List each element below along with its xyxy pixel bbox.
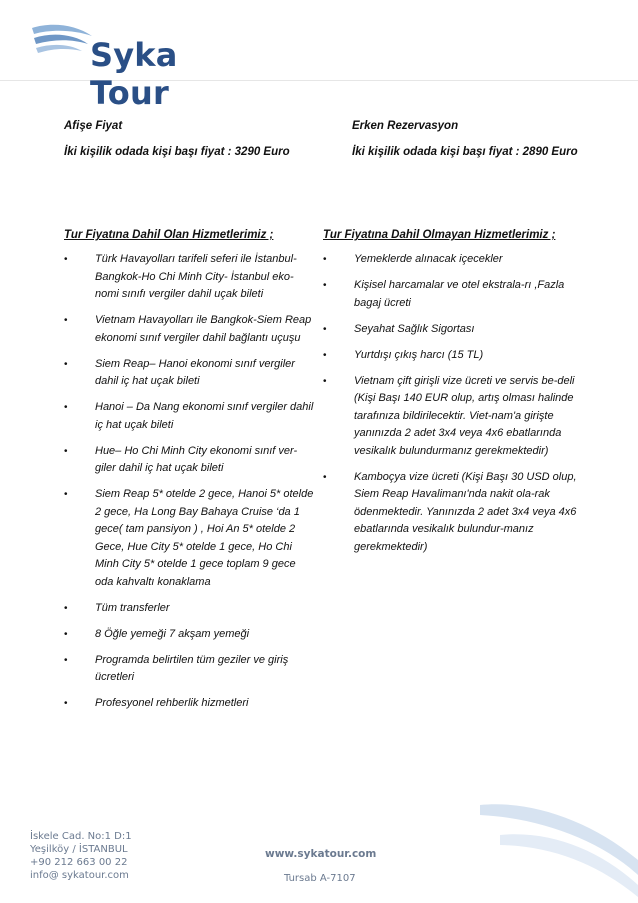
included-list xyxy=(64,251,316,721)
excluded-title: Tur Fiyatına Dahil Olmayan Hizmetlerimiz ; xyxy=(323,229,556,241)
bullet-icon: • xyxy=(323,349,327,361)
list-item-text: Vietnam çift girişli vize ücreti ve servis be-deli (Kişi Başı 140 EUR olup, artış olması halinde tarafınıza bildirilecektir. Viet-nam'a girişte yanınızda 2 adet 3x4 veya 4x6 ebatlarında vesikalık bulundurmanız gerekmektedir) xyxy=(354,374,575,457)
list-item-text: Kamboçya vize ücreti (Kişi Başı 30 USD olup, Siem Reap Havalimanı'nda nakit ola-rak ödenmektedir. Yanınızda 2 adet 3x4 veya 4x6 ebatlarında vesikalık bulundur-manız gerekmektedir) xyxy=(354,470,577,553)
address-line: +90 212 663 00 22 xyxy=(30,857,128,868)
list-item xyxy=(64,486,316,591)
bullet-icon: • xyxy=(323,280,327,291)
bullet-icon: • xyxy=(323,375,327,387)
list-item xyxy=(323,321,585,339)
list-item-text: Vietnam Havayolları ile Bangkok-Siem Reap ekonomi sınıf vergiler dahil bağlantı uçuşu xyxy=(95,314,312,344)
footer-address xyxy=(30,830,132,882)
list-item-text: Profesyonel rehberlik hizmetleri xyxy=(95,697,249,709)
page-content xyxy=(0,80,638,823)
list-item-text: Hanoi – Da Nang ekonomi sınıf vergiler dahil iç hat uçak bileti xyxy=(95,401,314,431)
list-item xyxy=(64,600,316,618)
bullet-icon: • xyxy=(323,323,327,335)
list-item xyxy=(64,251,316,304)
list-item-text: Seyahat Sağlık Sigortası xyxy=(354,322,475,335)
list-item-text: Kişisel harcamalar ve otel ekstrala-rı ,Fazla bagaj ücreti xyxy=(354,279,565,309)
footer xyxy=(0,800,638,903)
address-line: İskele Cad. No:1 D:1 xyxy=(30,831,132,842)
bullet-icon: • xyxy=(64,254,68,265)
bullet-icon: • xyxy=(64,358,68,370)
list-item-text: Yemeklerde alınacak içecekler xyxy=(354,253,503,265)
price-title: Erken Rezervasyon xyxy=(352,120,459,132)
included-title: Tur Fiyatına Dahil Olan Hizmetlerimiz ; xyxy=(64,229,274,241)
list-item xyxy=(64,399,316,434)
bullet-icon: • xyxy=(323,254,327,265)
list-item xyxy=(323,277,585,312)
list-item xyxy=(323,251,585,269)
footer-swoosh-icon xyxy=(460,800,638,903)
price-value: İki kişilik odada kişi başı fiyat : 2890 Euro xyxy=(352,146,578,158)
list-item xyxy=(64,626,316,644)
bullet-icon: • xyxy=(64,628,68,640)
logo-text: Syka Tour xyxy=(90,36,178,112)
bullet-icon: • xyxy=(323,471,327,483)
list-item xyxy=(64,356,316,391)
list-item-text: Siem Reap– Hanoi ekonomi sınıf vergiler dahil iç hat uçak bileti xyxy=(95,357,295,387)
logo xyxy=(30,20,260,112)
footer-website-link[interactable]: www.sykatour.com xyxy=(265,848,377,860)
price-title: Afişe Fiyat xyxy=(64,120,123,132)
address-line: info@ sykatour.com xyxy=(30,870,129,881)
list-item xyxy=(323,347,585,365)
list-item xyxy=(323,469,585,557)
footer-tursab: Tursab A-7107 xyxy=(284,873,356,884)
bullet-icon: • xyxy=(64,602,68,614)
bullet-icon: • xyxy=(64,445,68,457)
price-block-poster xyxy=(64,118,290,170)
price-value: İki kişilik odada kişi başı fiyat : 3290 Euro xyxy=(64,146,290,158)
bullet-icon: • xyxy=(64,654,68,666)
bullet-icon: • xyxy=(64,489,68,500)
list-item xyxy=(64,695,316,713)
bullet-icon: • xyxy=(64,402,68,413)
address-line: Yeşilköy / İSTANBUL xyxy=(30,844,128,855)
list-item-text: Hue– Ho Chi Minh City ekonomi sınıf ver-giler dahil iç hat uçak bileti xyxy=(95,444,298,474)
bullet-icon: • xyxy=(64,315,68,326)
list-item-text: Programda belirtilen tüm geziler ve giriş ücretleri xyxy=(95,653,289,683)
list-item-text: Siem Reap 5* otelde 2 gece, Hanoi 5* otelde 2 gece, Ha Long Bay Bahaya Cruise ‘da 1 gece( tam pansiyon ) , Hoi An 5* otelde 2 Gece, Hue City 5* otelde 1 gece, Ho Chi Minh City 5* otelde 1 gece toplam 9 gece oda kahvaltı konaklama xyxy=(95,488,314,588)
bullet-icon: • xyxy=(64,698,68,709)
list-item xyxy=(64,652,316,687)
price-block-early xyxy=(352,118,578,170)
list-item xyxy=(64,312,316,347)
list-item-text: 8 Öğle yemeği 7 akşam yemeği xyxy=(95,627,250,640)
list-item-text: Türk Havayolları tarifeli seferi ile İstanbul-Bangkok-Ho Chi Minh City- İstanbul eko-nomi sınıfı vergiler dahil uçak bileti xyxy=(95,253,297,300)
list-item-text: Tüm transferler xyxy=(95,601,170,614)
header xyxy=(0,0,638,112)
list-item xyxy=(323,373,585,461)
list-item-text: Yurtdışı çıkış harcı (15 TL) xyxy=(354,348,484,361)
list-item xyxy=(64,443,316,478)
excluded-list xyxy=(323,251,585,565)
